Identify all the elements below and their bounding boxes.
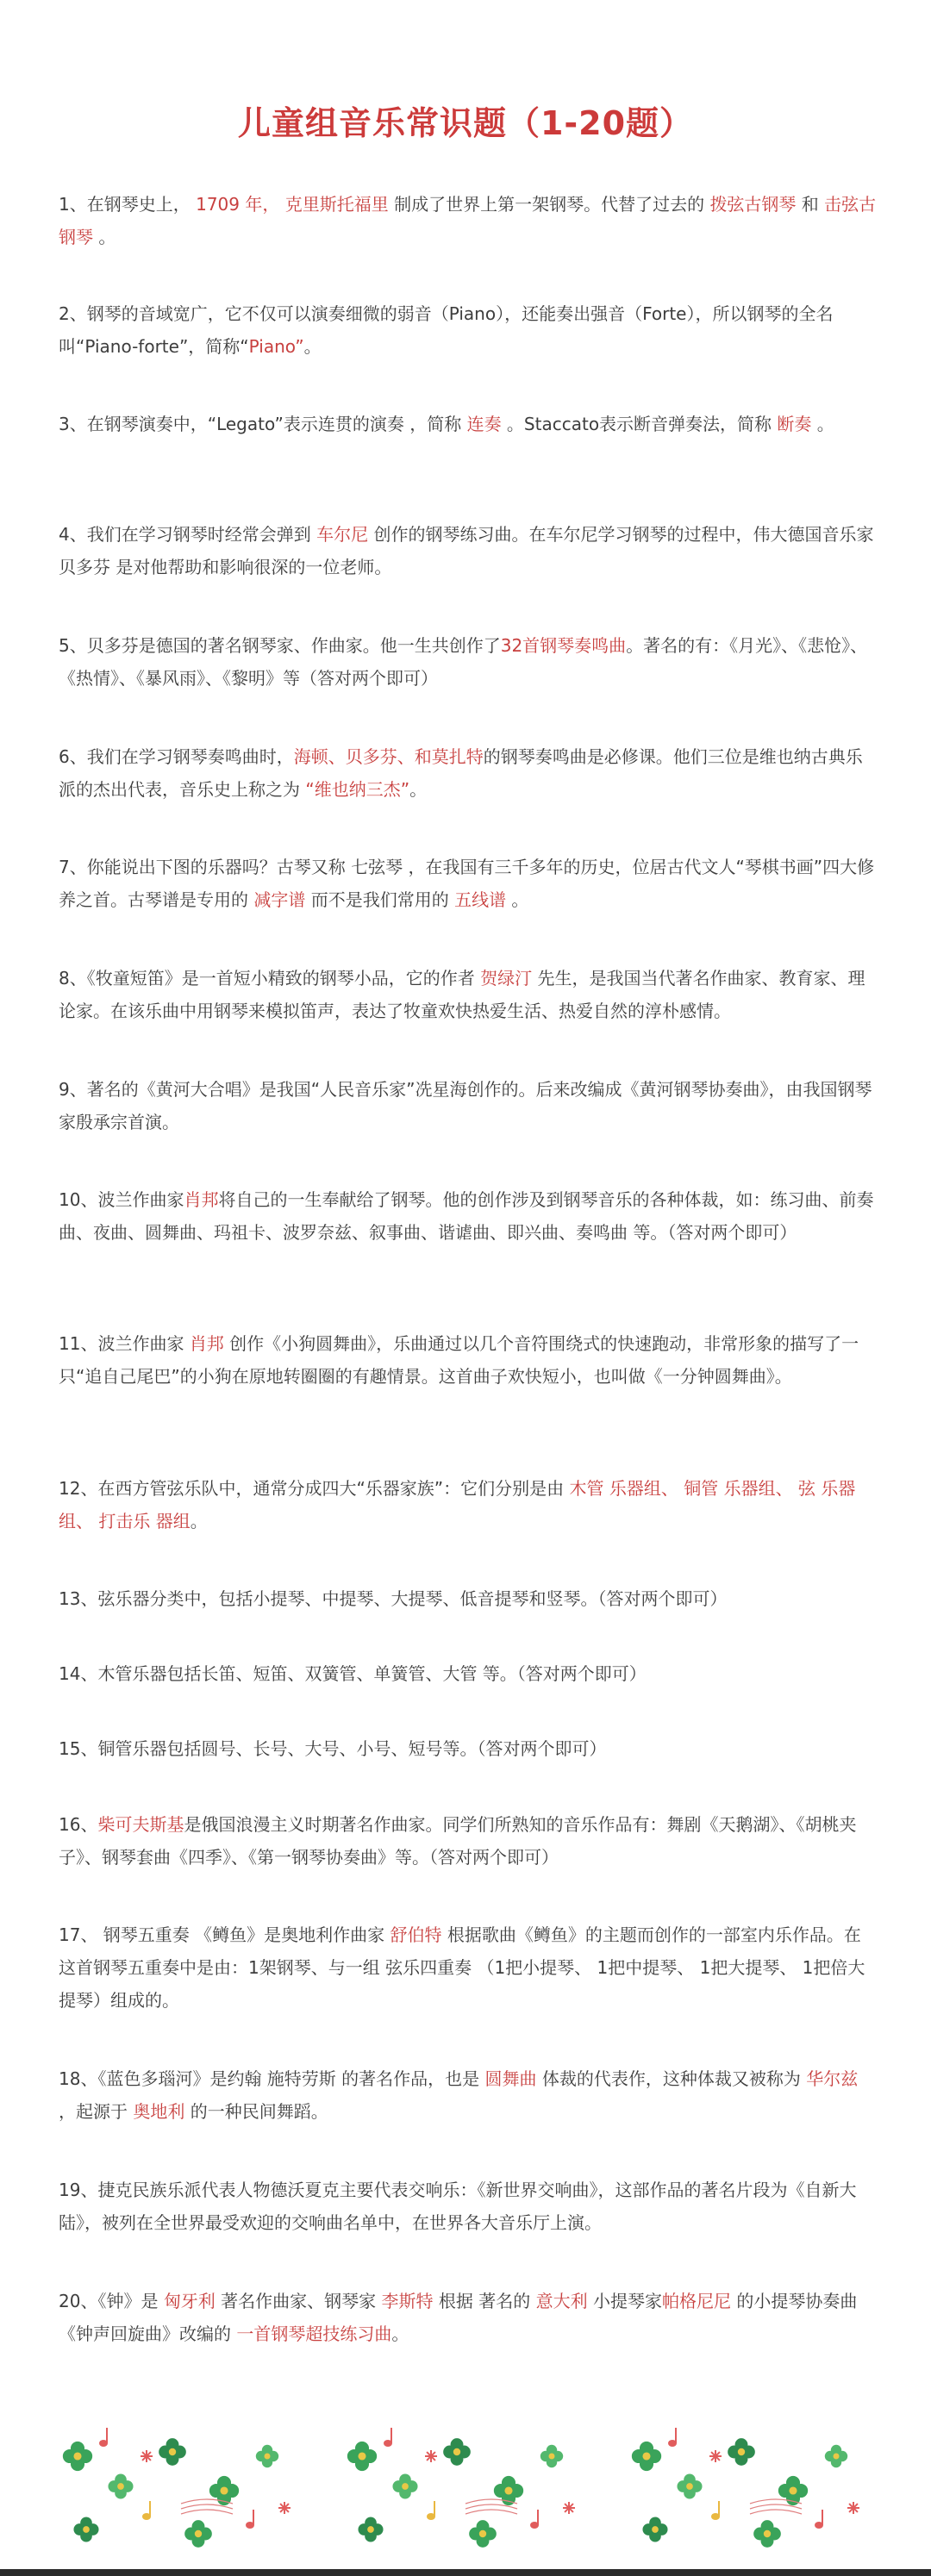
question-text: 20、《钟》是 <box>59 2291 164 2311</box>
clover-icon <box>108 2473 133 2498</box>
answer-highlight: 1709 年， <box>190 194 280 215</box>
question-text: 制成了世界上第一架钢琴。代替了过去的 <box>394 194 710 215</box>
answer-highlight: Piano” <box>248 336 304 357</box>
question-text: 1、在钢琴史上， <box>59 194 191 215</box>
question-15 <box>59 1732 878 1765</box>
answer-highlight: 车尔尼 <box>316 524 369 545</box>
answer-highlight: 海顿、贝多芬、和莫扎特 <box>293 746 484 767</box>
answer-highlight: 奥地利 <box>133 2101 185 2122</box>
question-14 <box>59 1657 878 1690</box>
question-text: 5、贝多芬是德国的著名钢琴家、作曲家。他一生共创作了 <box>59 635 501 656</box>
question-text: 15、铜管乐器包括圆号、长号、大号、小号、短号等。（答对两个即可） <box>59 1738 607 1759</box>
question-9 <box>59 1073 878 1138</box>
question-text: 是俄国浪漫主义时期著名作曲家。同学们所熟知的音乐作品有：舞剧《天鹅湖》、《胡桃夹子》、钢琴套曲《四季》、《第一钢琴协奏曲》等。（答对两个即可） <box>59 1814 857 1868</box>
clover-icon <box>540 2445 563 2467</box>
star-icon <box>425 2450 437 2462</box>
clover-icon <box>63 2442 92 2471</box>
question-17 <box>59 1918 878 2017</box>
question-7 <box>59 851 878 916</box>
question-2 <box>59 297 878 363</box>
star-icon <box>141 2450 153 2462</box>
question-text: 3、在钢琴演奏中，“Legato”表示连贯的演奏 ，简称 <box>59 414 467 434</box>
question-text: 将自己的一生奉献给了钢琴。他的创作涉及到钢琴音乐的各种体裁，如：练习曲、前奏曲、夜曲、圆舞曲、玛祖卡、波罗奈兹、叙事曲、谐谑曲、即兴曲、奏鸣曲 等。（答对两个即可） <box>59 1189 874 1243</box>
question-text: 的小提琴协奏曲《钟声回旋曲》改编的 <box>59 2291 858 2344</box>
question-text: 。著名的有：《月光》、《悲怆》、《热情》、《暴风雨》、《黎明》等（答对两个即可） <box>59 635 868 689</box>
question-text: 。 <box>391 2323 409 2344</box>
music-note-icon <box>384 2428 392 2447</box>
question-text: 和 <box>796 194 825 215</box>
clover-icon <box>443 2438 471 2466</box>
question-text: 6、我们在学习钢琴奏鸣曲时， <box>59 746 294 767</box>
question-text: 小提琴家 <box>587 2291 662 2311</box>
question-11 <box>59 1327 878 1393</box>
question-text: 而不是我们常用的 <box>305 889 455 910</box>
question-5 <box>59 629 878 695</box>
music-note-icon <box>99 2428 108 2447</box>
question-18 <box>59 2062 878 2128</box>
question-text: 。 <box>303 336 322 357</box>
answer-highlight: 拨弦古钢琴 <box>709 194 797 215</box>
clover-icon <box>632 2442 661 2471</box>
clover-icon <box>753 2520 781 2548</box>
question-text: 。 <box>190 1511 208 1531</box>
question-text: 先生，是我国当代著名作曲家、教育家、理论家。在该乐曲中用钢琴来模拟笛声，表达了牧童欢快热爱生活、热爱自然的淳朴感情。 <box>59 968 865 1021</box>
question-10 <box>59 1183 878 1249</box>
music-note-icon <box>427 2501 435 2520</box>
music-note-icon <box>142 2501 151 2520</box>
answer-highlight: “维也纳三杰” <box>305 779 410 800</box>
star-icon <box>709 2450 722 2462</box>
question-text: 。 <box>409 779 428 800</box>
clover-icon <box>256 2445 278 2467</box>
clover-icon <box>728 2438 755 2466</box>
question-text: 10、波兰作曲家 <box>59 1189 184 1210</box>
clover-icon <box>642 2517 667 2542</box>
answer-highlight: 断奏 <box>777 414 812 434</box>
question-3 <box>59 408 878 440</box>
music-note-icon <box>815 2510 823 2529</box>
question-text: 创作的钢琴练习曲。在车尔尼学习钢琴的过程中，伟大德国音乐家 贝多芬 是对他帮助和影响很深的一位老师。 <box>59 524 874 577</box>
question-text: 17、 钢琴五重奏 《鳟鱼》是奥地利作曲家 <box>59 1924 391 1945</box>
question-4 <box>59 518 878 583</box>
answer-highlight: 减字谱 <box>253 889 306 910</box>
music-note-icon <box>246 2510 254 2529</box>
answer-highlight: 克里斯托福里 <box>279 194 395 215</box>
answer-highlight: 肖邦 <box>184 1189 219 1210</box>
question-text: 12、在西方管弦乐队中，通常分成四大“乐器家族”：它们分别是由 <box>59 1478 570 1499</box>
clover-icon <box>73 2517 98 2542</box>
answer-highlight: 华尔兹 <box>806 2068 859 2089</box>
question-20 <box>59 2285 878 2350</box>
clover-icon <box>358 2517 383 2542</box>
footer-decoration <box>0 2404 931 2576</box>
question-text: 体裁的代表作，这种体裁又被称为 <box>536 2068 807 2089</box>
answer-highlight: 圆舞曲 <box>484 2068 537 2089</box>
star-icon <box>278 2502 291 2514</box>
question-text: 16、 <box>59 1814 98 1835</box>
question-8 <box>59 962 878 1027</box>
staff-icon <box>181 2499 233 2514</box>
music-note-icon <box>668 2428 677 2447</box>
question-text: 18、《蓝色多瑙河》是约翰 施特劳斯 的著名作品，也是 <box>59 2068 485 2089</box>
question-text: 的一种民间舞蹈。 <box>184 2101 328 2122</box>
answer-highlight: 一首钢琴超技练习曲 <box>236 2323 392 2344</box>
question-text: 。 <box>811 414 834 434</box>
question-text: 。 <box>93 227 116 247</box>
bottom-bar <box>0 2569 931 2576</box>
clover-icon <box>469 2520 497 2548</box>
answer-highlight: 帕格尼尼 <box>661 2291 731 2311</box>
music-note-icon <box>530 2510 539 2529</box>
answer-highlight: 匈牙利 <box>163 2291 216 2311</box>
clover-icon <box>159 2438 186 2466</box>
star-icon <box>847 2502 859 2514</box>
question-text: 11、波兰作曲家 <box>59 1333 190 1354</box>
music-note-icon <box>711 2501 720 2520</box>
answer-highlight: 贺绿汀 <box>480 968 533 989</box>
answer-highlight: 肖邦 <box>189 1333 224 1354</box>
star-icon <box>563 2502 575 2514</box>
question-text: 19、捷克民族乐派代表人物德沃夏克主要代表交响乐：《新世界交响曲》，这部作品的著名片段为《自新大陆》，被列在全世界最受欢迎的交响曲名单中，在世界各大音乐厅上演。 <box>59 2180 857 2233</box>
question-16 <box>59 1808 878 1874</box>
answer-highlight: 击弦古钢琴 <box>59 194 877 247</box>
answer-highlight: 五线谱 <box>454 889 507 910</box>
clover-icon <box>184 2520 212 2548</box>
answer-highlight: 意大利 <box>535 2291 588 2311</box>
question-13 <box>59 1582 878 1615</box>
question-text: 。Staccato表示断音弹奏法，简称 <box>501 414 778 434</box>
answer-highlight: 柴可夫斯基 <box>97 1814 184 1835</box>
clover-icon <box>677 2473 702 2498</box>
question-text: 根据 著名的 <box>433 2291 536 2311</box>
question-text: 根据歌曲《鳟鱼》的主题而创作的一部室内乐作品。在这首钢琴五重奏中是由：1架钢琴、与一组 弦乐四重奏 （1把小提琴、 1把中提琴、 1把大提琴、 1把倍大提琴）组成的。 <box>59 1924 865 2011</box>
question-text: 。 <box>506 889 529 910</box>
question-text: 4、我们在学习钢琴时经常会弹到 <box>59 524 317 545</box>
question-text: 7、你能说出下图的乐器吗？古琴又称 七弦琴 ，在我国有三千多年的历史，位居古代文人“琴棋书画”四大修养之首。古琴谱是专用的 <box>59 857 875 910</box>
clover-icon <box>825 2445 847 2467</box>
clover-icon <box>347 2442 377 2471</box>
page-title: 儿童组音乐常识题（1-20题） <box>237 104 694 142</box>
answer-highlight: 32首钢琴奏鸣曲 <box>500 635 627 656</box>
question-text: ，起源于 <box>59 2101 134 2122</box>
question-text: 8、《牧童短笛》是一首短小精致的钢琴小品，它的作者 <box>59 968 481 989</box>
staff-icon <box>750 2499 802 2514</box>
answer-highlight: 舒伯特 <box>390 1924 442 1945</box>
question-text: 9、著名的《黄河大合唱》是我国“人民音乐家”冼星海创作的。后来改编成《黄河钢琴协奏曲》，由我国钢琴家殷承宗首演。 <box>59 1079 872 1132</box>
clover-icon <box>392 2473 417 2498</box>
question-19 <box>59 2174 878 2239</box>
answer-highlight: 连奏 <box>466 414 502 434</box>
answer-highlight: 李斯特 <box>381 2291 434 2311</box>
question-text: 13、弦乐器分类中，包括小提琴、中提琴、大提琴、低音提琴和竖琴。（答对两个即可） <box>59 1588 728 1609</box>
question-text: 2、钢琴的音域宽广，它不仅可以演奏细微的弱音（Piano），还能奏出强音（Forte），所以钢琴的全名叫“Piano-forte”，简称“ <box>59 303 834 357</box>
question-text: 创作《小狗圆舞曲》，乐曲通过以几个音符围绕式的快速跑动，非常形象的描写了一只“追自己尾巴”的小狗在原地转圈圈的有趣情景。这首曲子欢快短小，也叫做《一分钟圆舞曲》。 <box>59 1333 859 1387</box>
question-1 <box>59 188 878 253</box>
question-text: 的钢琴奏鸣曲是必修课。他们三位是维也纳古典乐派的杰出代表，音乐史上称之为 <box>59 746 863 800</box>
question-6 <box>59 740 878 806</box>
staff-icon <box>466 2499 517 2514</box>
question-text: 14、木管乐器包括长笛、短笛、双簧管、单簧管、大管 等。（答对两个即可） <box>59 1663 647 1684</box>
answer-highlight: 木管 乐器组、 铜管 乐器组、 弦 乐器组、 打击乐 器组 <box>59 1478 856 1531</box>
question-text: 著名作曲家、钢琴家 <box>215 2291 382 2311</box>
question-12 <box>59 1472 878 1537</box>
